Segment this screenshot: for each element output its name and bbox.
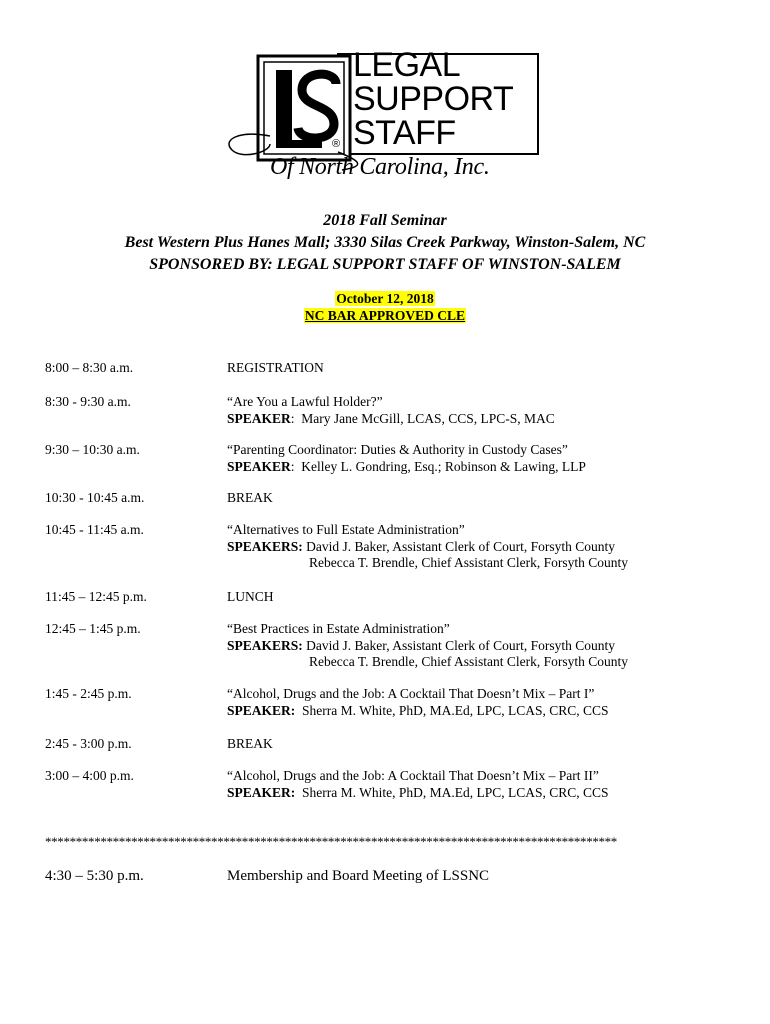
speaker-label: SPEAKER — [227, 458, 291, 474]
session-time: 8:00 – 8:30 a.m. — [45, 360, 134, 375]
wordmark-line-staff: STAFF — [353, 114, 456, 152]
meeting-time: 4:30 – 5:30 p.m. — [45, 868, 144, 884]
session-time: 1:45 - 2:45 p.m. — [45, 686, 132, 701]
speaker-name: Sherra M. White, PhD, MA.Ed, LPC, LCAS, CRC, CCS — [302, 784, 609, 800]
speaker-name: David J. Baker, Assistant Clerk of Court, Forsyth County — [306, 538, 615, 554]
session-time: 11:45 – 12:45 p.m. — [45, 589, 147, 604]
session-time: 9:30 – 10:30 a.m. — [45, 442, 140, 457]
seminar-title: 2018 Fall Seminar — [323, 212, 447, 229]
session-time: 8:30 - 9:30 a.m. — [45, 394, 131, 409]
session-time: 10:30 - 10:45 a.m. — [45, 490, 145, 505]
seminar-date: October 12, 2018 — [336, 291, 434, 306]
session-title: BREAK — [227, 736, 273, 751]
speaker-label: SPEAKERS: — [227, 637, 303, 653]
speaker-name: Sherra M. White, PhD, MA.Ed, LPC, LCAS, CRC, CCS — [302, 702, 609, 718]
cle-approval: NC BAR APPROVED CLE — [304, 308, 466, 323]
meeting-title: Membership and Board Meeting of LSSNC — [227, 868, 490, 884]
speaker-name: David J. Baker, Assistant Clerk of Court, Forsyth County — [306, 637, 615, 653]
session-time: 2:45 - 3:00 p.m. — [45, 736, 132, 751]
session-time: 12:45 – 1:45 p.m. — [45, 621, 141, 636]
seminar-heading — [0, 210, 770, 276]
session-title: “Alternatives to Full Estate Administration” — [227, 522, 465, 537]
speaker-label: SPEAKERS: — [227, 538, 303, 554]
session-time: 3:00 – 4:00 p.m. — [45, 768, 134, 783]
speaker-name: Kelley L. Gondring, Esq.; Robinson & Lawing, LLP — [301, 458, 586, 474]
session-title: “Alcohol, Drugs and the Job: A Cocktail That Doesn’t Mix – Part I” — [227, 686, 595, 701]
logo-wordmark — [353, 48, 513, 150]
speaker-label: SPEAKER: — [227, 702, 296, 718]
seminar-sponsor: SPONSORED BY: LEGAL SUPPORT STAFF OF WINSTON-SALEM — [149, 256, 621, 273]
wordmark-line-legal: LEGAL — [353, 46, 461, 84]
session-title: “Parenting Coordinator: Duties & Authority in Custody Cases” — [227, 442, 568, 457]
session-title: LUNCH — [227, 589, 274, 604]
speaker-name-2: Rebecca T. Brendle, Chief Assistant Clerk, Forsyth County — [309, 654, 628, 669]
registered-mark: ® — [332, 138, 341, 150]
logo-tagline: Of North Carolina, Inc. — [270, 154, 490, 180]
seminar-venue: Best Western Plus Hanes Mall; 3330 Silas Creek Parkway, Winston-Salem, NC — [124, 234, 646, 251]
date-block — [0, 290, 770, 324]
asterisk-divider: ********************************************************************************************* — [45, 834, 617, 849]
session-title: “Alcohol, Drugs and the Job: A Cocktail That Doesn’t Mix – Part II” — [227, 768, 599, 783]
session-title: REGISTRATION — [227, 360, 324, 375]
speaker-name-2: Rebecca T. Brendle, Chief Assistant Clerk, Forsyth County — [309, 555, 628, 570]
session-title: “Are You a Lawful Holder?” — [227, 394, 383, 409]
session-title: BREAK — [227, 490, 273, 505]
speaker-label: SPEAKER: — [227, 784, 296, 800]
speaker-name: Mary Jane McGill, LCAS, CCS, LPC-S, MAC — [301, 410, 555, 426]
speaker-label: SPEAKER — [227, 410, 291, 426]
wordmark-line-support: SUPPORT — [353, 80, 514, 118]
session-time: 10:45 - 11:45 a.m. — [45, 522, 144, 537]
session-title: “Best Practices in Estate Administration” — [227, 621, 450, 636]
